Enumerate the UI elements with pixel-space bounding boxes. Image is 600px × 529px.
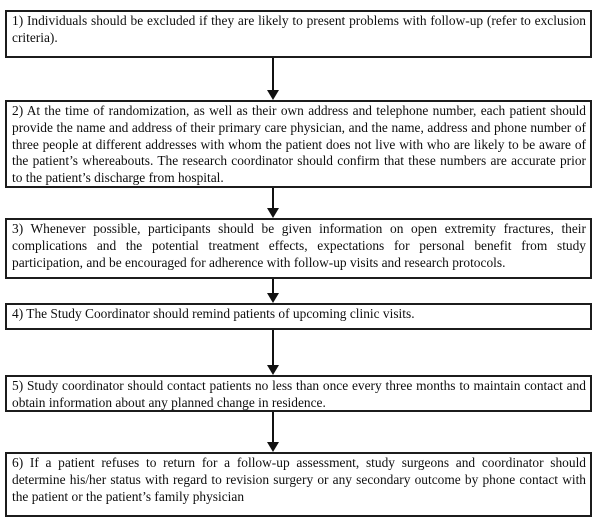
arrowhead-down-icon (267, 90, 279, 100)
arrowhead-down-icon (267, 293, 279, 303)
arrow-stem (272, 188, 274, 210)
connector-arrow-2 (267, 188, 279, 218)
arrow-stem (272, 58, 274, 92)
arrowhead-down-icon (267, 208, 279, 218)
connector-arrow-3 (267, 279, 279, 303)
connector-arrow-5 (267, 412, 279, 452)
arrowhead-down-icon (267, 442, 279, 452)
flow-step-5-quarterly-contact: 5) Study coordinator should contact patients no less than once every three months to maintain contact and obtain information about any planned change in residence. (5, 375, 592, 412)
flow-step-3-participant-information: 3) Whenever possible, participants should be given information on open extremity fractures, their complications and the potential treatment effects, expectations for personal benefit from study participation, and be encouraged for adherence with follow-up visits and research protocols. (5, 218, 592, 279)
flow-step-1-exclusion: 1) Individuals should be excluded if they are likely to present problems with follow-up (refer to exclusion criteria). (5, 10, 592, 58)
connector-arrow-4 (267, 330, 279, 375)
flow-step-4-clinic-visit-reminders: 4) The Study Coordinator should remind patients of upcoming clinic visits. (5, 303, 592, 330)
connector-arrow-1 (267, 58, 279, 100)
flow-step-2-contact-info: 2) At the time of randomization, as well as their own address and telephone number, each patient should provide the name and address of their primary care physician, and the name, address and phone number of three people at different addresses with whom the patient does not live with who are likely to be aware of the patient’s whereabouts. The research coordinator should confirm that these numbers are accurate prior to the patient’s discharge from hospital. (5, 100, 592, 188)
arrow-stem (272, 412, 274, 444)
flow-step-6-refusal-followup: 6) If a patient refuses to return for a follow-up assessment, study surgeons and coordinator should determine his/her status with regard to revision surgery or any secondary outcome by phone contact with the patient or the patient’s family physician (5, 452, 592, 517)
arrowhead-down-icon (267, 365, 279, 375)
arrow-stem (272, 330, 274, 367)
